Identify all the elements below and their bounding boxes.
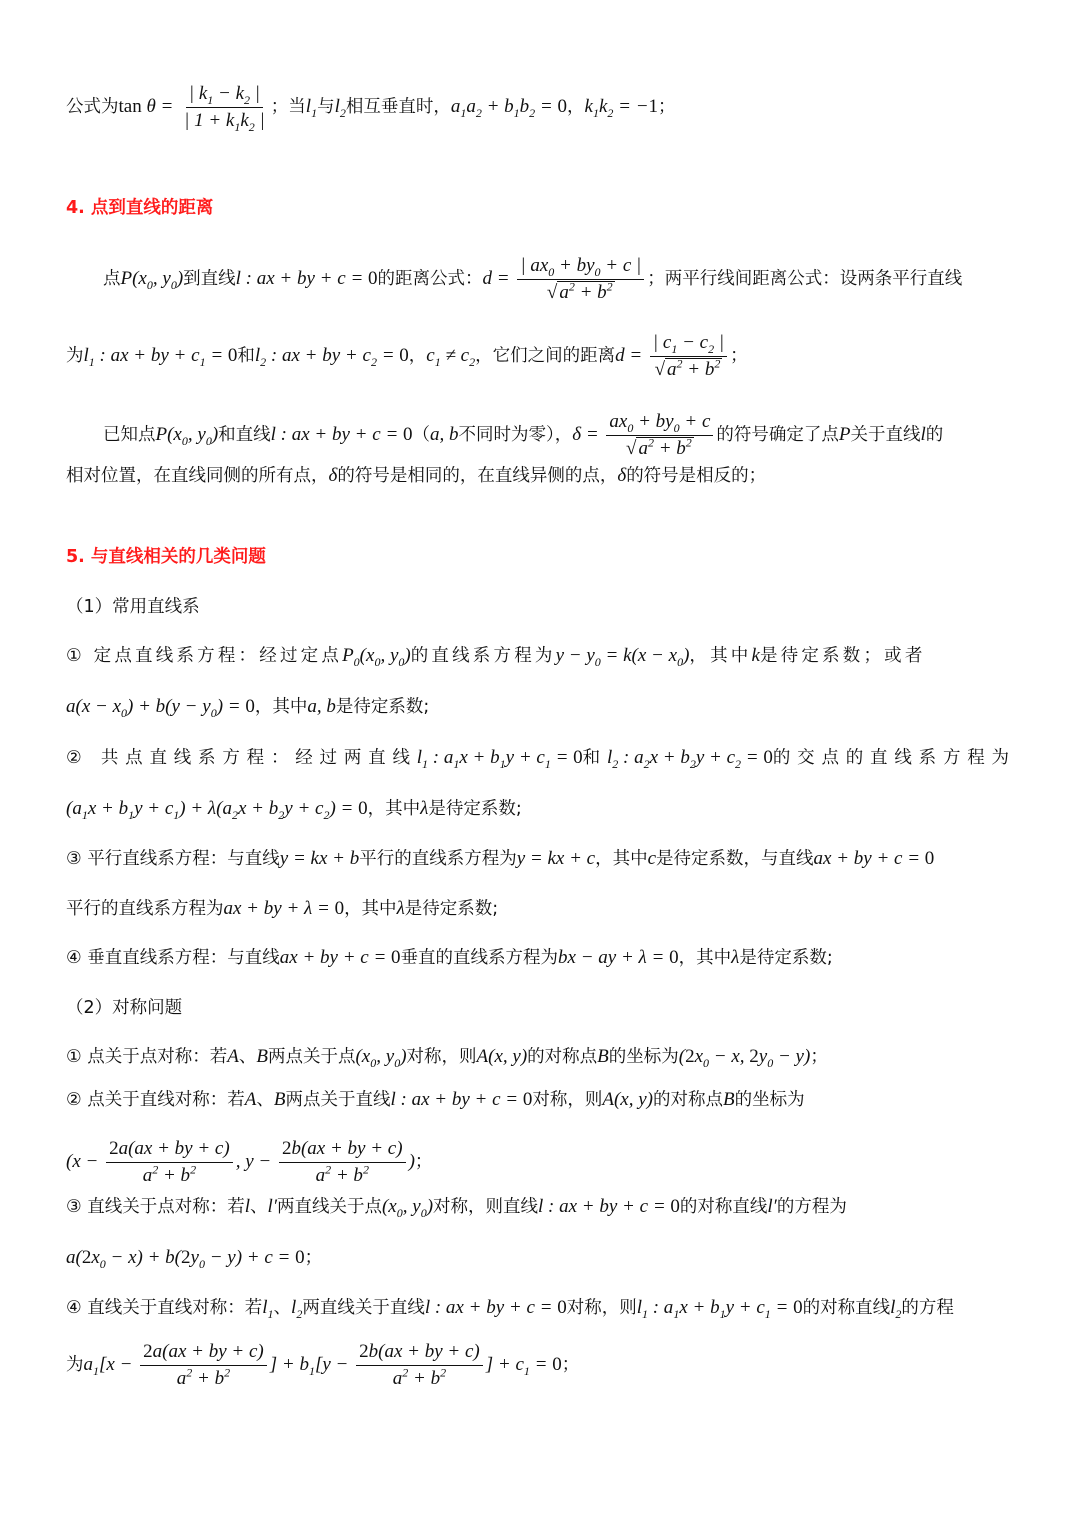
text-line: ④ 垂直直线系方程：与直线ax + by + c = 0垂直的直线系方程为bx − ay + λ = 0，其中λ是待定系数;	[66, 947, 833, 968]
text-line: (x − $\frac{2a(ax + by + c)}{a^2 + b^2}$ , y − $\frac{2b(ax + by + c)}{a^2 + b^2}$ )；	[66, 1138, 433, 1186]
text-line: ① 定点直线系方程：经过定点$P_0(x_0$, $y_0$)的直线系方程为$y - y_0 = k(x - x_0)$，其中k是待定系数；或者	[66, 645, 926, 669]
text-line: ② 共点直线系方程：经过两直线$l_1$ : $a_1x + b_1y + c_1 = 0$和$l_2$ : $a_2x + b_2y + c_2 = 0$的交点的直线系方程为	[66, 747, 1016, 771]
text-line: 已知点$P(x_0$, $y_0$)和直线l : ax + by + c = 0（a, b不同时为零），δ = $\frac{ax_0 + by_0 + c}{√ a^2 + b^2}$ 的符号确定了点P关于直线l的	[103, 411, 944, 459]
text-line: $(a_1x + b_1y + c_1) + \lambda(a_2x + b_2y + c_2) = 0$，其中λ是待定系数;	[66, 798, 522, 822]
text-line: 为$l_1$ : ax + by + $c_1 = 0$和$l_2$ : ax + by + $c_2 = 0$，$c_1 \ne c_2$，它们之间的距离d = $\frac{| c_1 - c_2 |}{√ a^2 + b^2}$ ；	[66, 332, 748, 380]
text-line: $a(x - x_0) + b(y - y_0) = 0$，其中a, b是待定系数;	[66, 696, 430, 720]
formula-tan-angle: tan θ = $\frac{| k_1 - k_2 |}{| 1 + k_1k_2 |}$	[118, 83, 265, 134]
formula-parallel-distance: d = $\frac{| c_1 - c_2 |}{√ a^2 + b^2}$	[615, 345, 730, 366]
formula-delta: δ = $\frac{ax_0 + by_0 + c}{√ a^2 + b^2}$	[572, 424, 716, 445]
formula-line-reflection: $a_1[x$ − $\frac{2a(ax + by + c)}{a^2 + b^2}$ ] + $b_1[y$ − $\frac{2b(ax + by + c)}{a^2 + b^2}$ ] + $c_1 = 0$	[83, 1341, 562, 1389]
section-heading-5: 5. 与直线相关的几类问题	[66, 547, 266, 567]
text-line: ② 点关于直线对称：若A、B两点关于直线l : ax + by + c = 0对称，则A(x, y)的对称点B的坐标为	[66, 1089, 805, 1110]
text-line: 点$P(x_0$, $y_0$)到直线l : ax + by + c = 0的距离公式：d = $\frac{| ax_0 + by_0 + c |}{√ a^2 + b^2}$ ；两平行线间距离公式：设两条平行直线	[103, 255, 963, 303]
text-line: 相对位置，在直线同侧的所有点，δ的符号是相同的，在直线异侧的点，δ的符号是相反的；	[66, 465, 767, 486]
subheading-line-systems: （1）常用直线系	[66, 597, 200, 617]
text-line: $a(2x_0 - x) + b(2y_0 - y) + c = 0$；	[66, 1247, 323, 1271]
text-line: 平行的直线系方程为ax + by + λ = 0，其中λ是待定系数;	[66, 898, 499, 919]
section-heading-4: 4. 点到直线的距离	[66, 198, 214, 218]
text-line: ① 点关于点对称：若A、B两点关于点($x_0$, $y_0$)对称，则A(x, y)的对称点B的坐标为($2x_0 - x$, $2y_0 - y$)；	[66, 1046, 828, 1070]
formula-perp: $a_1a_2 + b_1b_2 = 0$	[450, 95, 567, 120]
formula-point-line-distance: d = $\frac{| ax_0 + by_0 + c |}{√ a^2 + b^2}$	[483, 268, 648, 289]
text-line: ④ 直线关于直线对称：若$l_1$、$l_2$两直线关于直线l : ax + by + c = 0对称，则$l_1$ : $a_1x + b_1y + c_1 = 0$的对称直线$l_2$的方程	[66, 1297, 954, 1321]
subheading-symmetry: （2）对称问题	[66, 998, 183, 1018]
text-line: 为$a_1[x$ − $\frac{2a(ax + by + c)}{a^2 + b^2}$ ] + $b_1[y$ − $\frac{2b(ax + by + c)}{a^2 + b^2}$ ] + $c_1 = 0$；	[66, 1341, 580, 1389]
text-line: 公式为tan θ = $\frac{| k_1 - k_2 |}{| 1 + k_1k_2 |}$ ；当$l_1$与$l_2$相互垂直时，$a_1a_2 + b_1b_2 = 0$，$k_1k_2 = -1$；	[66, 83, 676, 134]
text-line: ③ 直线关于点对称：若l、l′两直线关于点($x_0$, $y_0$)对称，则直线l : ax + by + c = 0的对称直线l′的方程为	[66, 1196, 847, 1220]
formula-point-reflection: (x − $\frac{2a(ax + by + c)}{a^2 + b^2}$ , y − $\frac{2b(ax + by + c)}{a^2 + b^2}$ )	[66, 1138, 415, 1186]
text-line: ③ 平行直线系方程：与直线y = kx + b平行的直线系方程为y = kx + c，其中c是待定系数，与直线ax + by + c = 0	[66, 848, 935, 869]
